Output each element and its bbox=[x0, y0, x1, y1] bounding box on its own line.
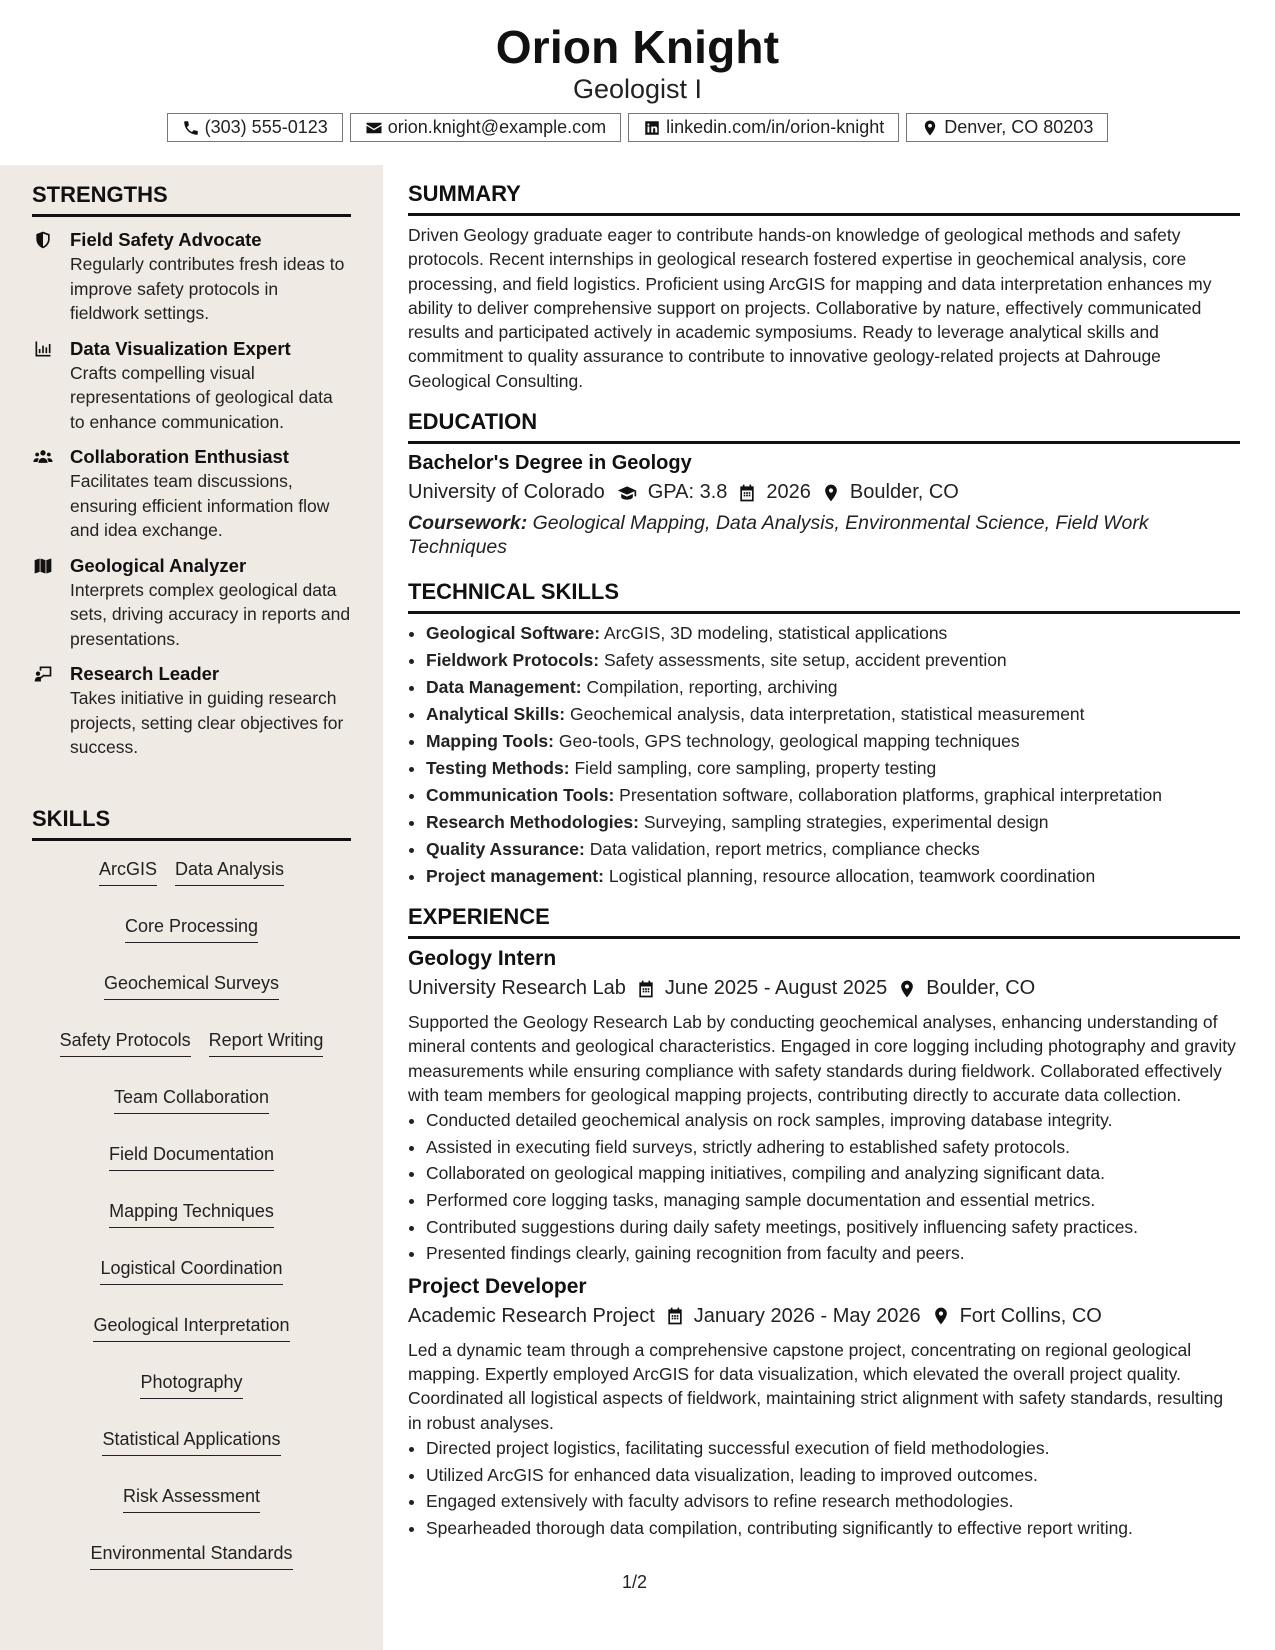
technical-skills-list bbox=[408, 620, 1240, 890]
job-dates: January 2026 - May 2026 bbox=[693, 1304, 921, 1327]
location-contact bbox=[906, 113, 1108, 142]
skill-label: Geological Software: bbox=[426, 623, 601, 644]
strength-item bbox=[32, 445, 351, 543]
job-bullets bbox=[408, 1435, 1240, 1541]
map-pin-icon bbox=[897, 979, 917, 999]
skill-tag: Core Processing bbox=[125, 914, 258, 943]
users-icon bbox=[32, 447, 54, 467]
linkedin-text: linkedin.com/in/orion-knight bbox=[666, 117, 885, 137]
strength-item bbox=[32, 228, 351, 326]
strength-desc: Interprets complex geological data sets, driving accuracy in reports and presentations. bbox=[70, 579, 351, 649]
skill-tag: Report Writing bbox=[209, 1028, 324, 1057]
strength-desc: Facilitates team discussions, ensuring efficient information flow and idea exchange. bbox=[70, 471, 330, 540]
skill-value: Geo-tools, GPS technology, geological mapping techniques bbox=[558, 731, 1020, 752]
job-org: Academic Research Project bbox=[408, 1304, 655, 1327]
phone-icon bbox=[182, 119, 200, 137]
calendar-icon bbox=[737, 483, 757, 503]
job-bullet: • Utilized ArcGIS for enhanced data visualization, leading to improved outcomes. bbox=[426, 1462, 1240, 1489]
skill-value: Presentation software, collaboration platforms, graphical interpretation bbox=[619, 785, 1162, 806]
skill-label: Data Management: bbox=[426, 677, 582, 698]
job-summary: Supported the Geology Research Lab by conducting geochemical analyses, enhancing understanding of mineral contents and geological characteristics. Engaged in core logging including photography and gravity measurements while ensuring compliance with safety standards during fieldwork. Collaborated effectively with team members for geological mapping projects, contributing directly to accurate data collection. bbox=[408, 1012, 1236, 1105]
strength-title: Data Visualization Expert bbox=[70, 337, 291, 359]
strength-title: Geological Analyzer bbox=[70, 554, 247, 576]
job-bullet: • Collaborated on geological mapping initiatives, compiling and analyzing significant data. bbox=[426, 1160, 1240, 1187]
job-bullet: • Contributed suggestions during daily safety meetings, positively influencing safety practices. bbox=[426, 1214, 1240, 1241]
skill-label: Analytical Skills: bbox=[426, 704, 566, 725]
technical-skill-item bbox=[426, 836, 1240, 863]
job-dates: June 2025 - August 2025 bbox=[664, 977, 888, 1000]
contact-bar bbox=[0, 113, 1275, 142]
coursework-label: Coursework: bbox=[408, 512, 528, 535]
technical-skills-section bbox=[408, 579, 1240, 890]
technical-skill-item bbox=[426, 701, 1240, 728]
job-bullet: • Conducted detailed geochemical analysis on rock samples, improving database integrity. bbox=[426, 1107, 1240, 1134]
location-text: Denver, CO 80203 bbox=[944, 117, 1094, 137]
technical-skill-item bbox=[426, 782, 1240, 809]
skills-list bbox=[32, 857, 351, 1570]
page-number: 1/2 bbox=[622, 1572, 648, 1592]
strengths-heading: STRENGTHS bbox=[32, 182, 351, 217]
skill-tag: Risk Assessment bbox=[123, 1484, 260, 1513]
bar-chart-icon bbox=[32, 339, 54, 359]
skill-label: Communication Tools: bbox=[426, 785, 615, 806]
job-location: Fort Collins, CO bbox=[959, 1304, 1102, 1327]
job-bullet: • Directed project logistics, facilitating successful execution of field methodologies. bbox=[426, 1435, 1240, 1462]
job-meta bbox=[408, 977, 1240, 1000]
linkedin-contact[interactable] bbox=[628, 113, 899, 142]
technical-skill-item bbox=[426, 647, 1240, 674]
candidate-name: Orion Knight bbox=[495, 21, 780, 73]
skill-tag: Data Analysis bbox=[175, 857, 284, 886]
skill-tag: Photography bbox=[140, 1370, 242, 1399]
skill-tag: Safety Protocols bbox=[60, 1028, 191, 1057]
map-icon bbox=[32, 556, 54, 576]
skill-tag: Geochemical Surveys bbox=[104, 971, 279, 1000]
job-bullet: • Engaged extensively with faculty advisors to refine research methodologies. bbox=[426, 1488, 1240, 1515]
strength-item bbox=[32, 554, 351, 652]
technical-skill-item bbox=[426, 809, 1240, 836]
education-section bbox=[408, 409, 1240, 559]
map-pin-icon bbox=[821, 483, 841, 503]
email-contact[interactable] bbox=[350, 113, 621, 142]
education-meta bbox=[408, 481, 1240, 504]
job-bullet: • Presented findings clearly, gaining recognition from faculty and peers. bbox=[426, 1240, 1240, 1267]
skill-value: Geochemical analysis, data interpretation, statistical measurement bbox=[569, 704, 1085, 725]
skill-value: Logistical planning, resource allocation, teamwork coordination bbox=[608, 866, 1096, 887]
skill-label: Research Methodologies: bbox=[426, 812, 639, 833]
technical-skill-item bbox=[426, 755, 1240, 782]
skill-tag: Team Collaboration bbox=[114, 1085, 269, 1114]
skill-label: Quality Assurance: bbox=[426, 839, 585, 860]
job-meta bbox=[408, 1305, 1240, 1328]
email-text: orion.knight@example.com bbox=[387, 117, 607, 137]
skill-tag: Field Documentation bbox=[109, 1142, 274, 1171]
coursework bbox=[408, 511, 1240, 559]
job-entry bbox=[408, 947, 1240, 1267]
skills-section bbox=[32, 806, 351, 1570]
strength-item bbox=[32, 662, 351, 760]
school-location: Boulder, CO bbox=[849, 481, 959, 504]
skill-value: Safety assessments, site setup, accident prevention bbox=[603, 650, 1007, 671]
graduation-year: 2026 bbox=[766, 481, 811, 504]
school-name: University of Colorado bbox=[408, 481, 605, 504]
summary-heading: SUMMARY bbox=[408, 181, 1240, 216]
strength-title: Field Safety Advocate bbox=[70, 229, 262, 250]
coursework-list: Geological Mapping, Data Analysis, Environmental Science, Field Work Techniques bbox=[408, 512, 1149, 559]
job-bullet: • Performed core logging tasks, managing sample documentation and essential metrics. bbox=[426, 1187, 1240, 1214]
strength-desc: Takes initiative in guiding research projects, setting clear objectives for success. bbox=[70, 688, 344, 757]
strength-desc: Crafts compelling visual representations of geological data to enhance communication. bbox=[70, 362, 333, 432]
resume-header bbox=[0, 0, 1275, 160]
technical-skill-item bbox=[426, 728, 1240, 755]
job-title: Project Developer bbox=[408, 1274, 587, 1298]
calendar-icon bbox=[636, 979, 656, 999]
summary-section bbox=[408, 181, 1240, 393]
main-content bbox=[408, 165, 1240, 1541]
envelope-icon bbox=[365, 119, 383, 137]
gpa-text: GPA: 3.8 bbox=[647, 481, 728, 504]
experience-section bbox=[408, 904, 1240, 1541]
skill-value: Field sampling, core sampling, property testing bbox=[574, 758, 937, 779]
sidebar bbox=[0, 165, 383, 1650]
skill-value: Data validation, report metrics, compliance checks bbox=[589, 839, 980, 860]
technical-skill-item bbox=[426, 620, 1240, 647]
skill-value: ArcGIS, 3D modeling, statistical applications bbox=[603, 623, 948, 644]
job-title: Geology Intern bbox=[408, 947, 557, 971]
degree-title: Bachelor's Degree in Geology bbox=[408, 452, 692, 475]
job-org: University Research Lab bbox=[408, 977, 626, 1000]
skill-value: Compilation, reporting, archiving bbox=[586, 677, 838, 698]
technical-skills-heading: TECHNICAL SKILLS bbox=[408, 579, 1240, 614]
job-summary: Led a dynamic team through a comprehensive capstone project, concentrating on regional geological mapping. Expertly employed ArcGIS for data visualization, which elevated the overall project quality. Coordinated all logistical aspects of fieldwork, maintaining strict alignment with safety standards, resulting in robust analyses. bbox=[408, 1339, 1224, 1433]
skills-heading: SKILLS bbox=[32, 806, 351, 841]
summary-text: Driven Geology graduate eager to contribute hands-on knowledge of geological methods and safety protocols. Recent internships in geological research fostered expertise in geochemical analysis, core processing, and field logistics. Proficient using ArcGIS for mapping and data interpretation enhances my ability to deliver comprehensive support on projects. Collaborative by nature, effectively communicated results and participated actively in academic symposiums. Ready to leverage analytical skills and commitment to quality assurance to contribute to innovative geology-related projects at Dahrouge Geological Consulting. bbox=[408, 225, 1212, 391]
strength-title: Research Leader bbox=[70, 663, 220, 684]
education-heading: EDUCATION bbox=[408, 409, 1240, 444]
skill-label: Project management: bbox=[426, 866, 604, 887]
skill-tag: ArcGIS bbox=[99, 857, 157, 886]
map-pin-icon bbox=[921, 119, 939, 137]
calendar-icon bbox=[665, 1306, 685, 1326]
skill-label: Mapping Tools: bbox=[426, 731, 554, 752]
skill-tag: Environmental Standards bbox=[90, 1541, 292, 1570]
skill-label: Fieldwork Protocols: bbox=[426, 650, 600, 671]
phone-contact[interactable] bbox=[167, 113, 343, 142]
job-bullet: • Assisted in executing field surveys, strictly adhering to established safety protocols. bbox=[426, 1134, 1240, 1161]
skill-tag: Geological Interpretation bbox=[93, 1313, 289, 1342]
candidate-title: Geologist I bbox=[572, 74, 703, 104]
strengths-section bbox=[32, 182, 351, 760]
phone-text: (303) 555-0123 bbox=[204, 117, 328, 137]
graduation-cap-icon bbox=[615, 483, 639, 503]
shield-icon bbox=[32, 230, 54, 250]
map-pin-icon bbox=[931, 1306, 951, 1326]
experience-heading: EXPERIENCE bbox=[408, 904, 1240, 939]
strength-item bbox=[32, 337, 351, 435]
strength-desc: Regularly contributes fresh ideas to improve safety protocols in fieldwork settings. bbox=[70, 254, 345, 323]
strength-title: Collaboration Enthusiast bbox=[70, 446, 289, 467]
skill-tag: Statistical Applications bbox=[102, 1427, 280, 1456]
job-bullets bbox=[408, 1107, 1240, 1267]
skill-label: Testing Methods: bbox=[426, 758, 570, 779]
job-entry bbox=[408, 1275, 1240, 1542]
technical-skill-item bbox=[426, 674, 1240, 701]
technical-skill-item bbox=[426, 863, 1240, 890]
job-location: Boulder, CO bbox=[926, 977, 1036, 1000]
presenter-icon bbox=[32, 664, 54, 684]
linkedin-icon bbox=[643, 119, 661, 137]
skill-value: Surveying, sampling strategies, experimental design bbox=[643, 812, 1049, 833]
job-bullet: • Spearheaded thorough data compilation, contributing significantly to effective report writing. bbox=[426, 1515, 1240, 1542]
skill-tag: Mapping Techniques bbox=[109, 1199, 274, 1228]
skill-tag: Logistical Coordination bbox=[100, 1256, 282, 1285]
